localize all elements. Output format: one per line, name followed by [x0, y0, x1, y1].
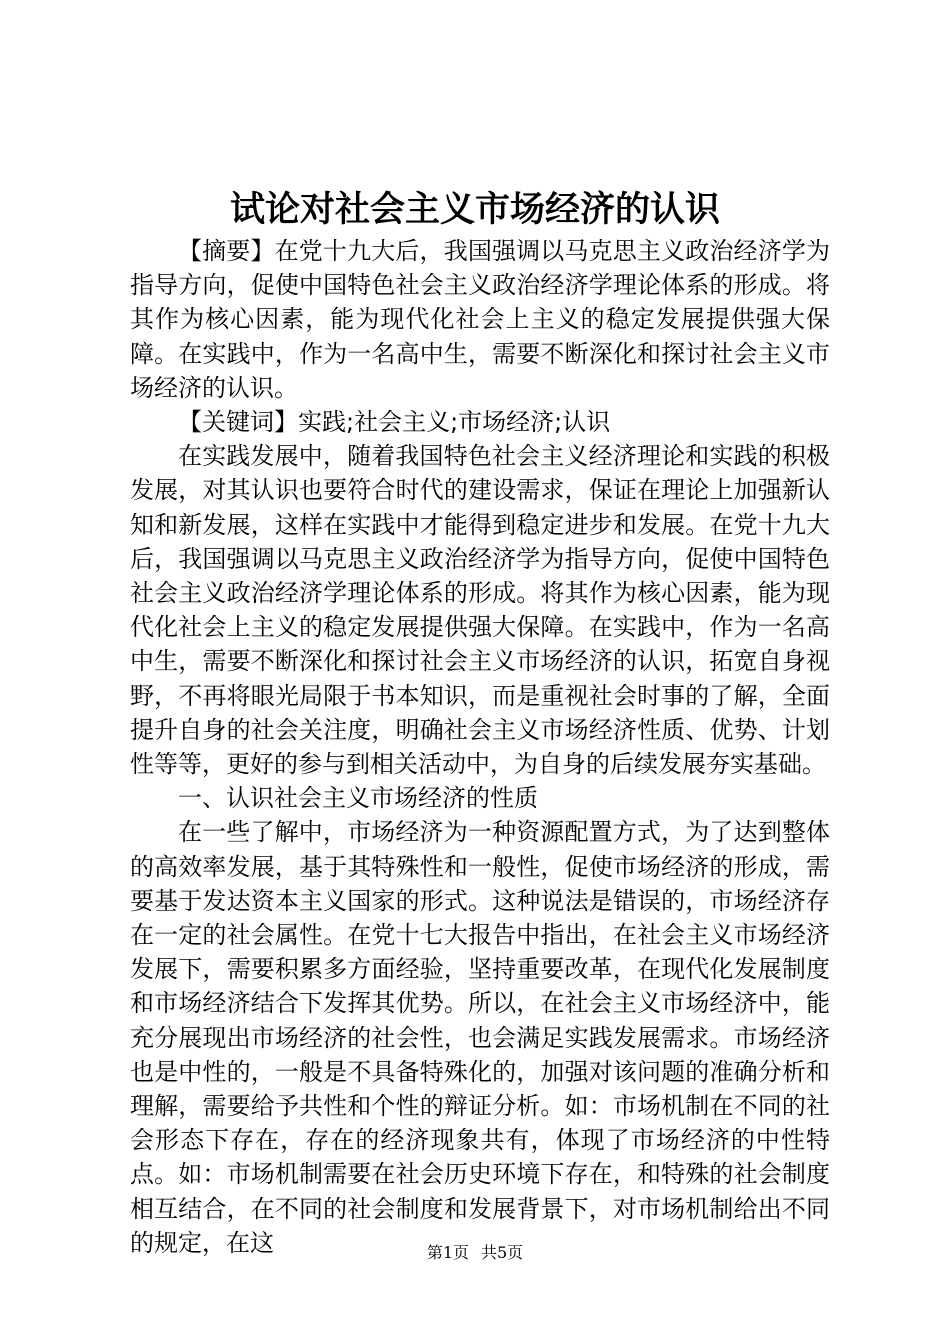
page-total: 共5页 [481, 1243, 524, 1262]
page-footer [0, 1242, 950, 1264]
section-heading: 一、认识社会主义市场经济的性质 [178, 784, 538, 813]
keywords-paragraph: 【关键词】实践;社会主义;市场经济;认识 [178, 408, 611, 437]
page-number: 第1页 [426, 1243, 469, 1262]
document-title: 试论对社会主义市场经济的认识 [229, 189, 720, 230]
document-body [130, 234, 830, 1260]
abstract-paragraph: 【摘要】在党十九大后，我国强调以马克思主义政治经济学为指导方向，促使中国特色社会主义政治经济学理论体系的形成。将其作为核心因素，能为现代化社会上主义的稳定发展提供强大保障。在实践中，作为一名高中生，需要不断深化和探讨社会主义市场经济的认识。 [130, 237, 830, 402]
section-paragraph: 在一些了解中，市场经济为一种资源配置方式，为了达到整体的高效率发展，基于其特殊性和一般性，促使市场经济的形成，需要基于发达资本主义国家的形式。这种说法是错误的，市场经济存在一定的社会属性。在党十七大报告中指出，在社会主义市场经济发展下，需要积累多方面经验，坚持重要改革，在现代化发展制度和市场经济结合下发挥其优势。所以，在社会主义市场经济中，能充分展现出市场经济的社会性，也会满足实践发展需求。市场经济也是中性的，一般是不具备特殊化的，加强对该问题的准确分析和理解，需要给予共性和个性的辩证分析。如：市场机制在不同的社会形态下存在，存在的经济现象共有，体现了市场经济的中性特点。如：市场机制需要在社会历史环境下存在，和特殊的社会制度相互结合，在不同的社会制度和发展背景下，对市场机制给出不同的规定，在这 [130, 818, 830, 1257]
intro-paragraph: 在实践发展中，随着我国特色社会主义经济理论和实践的积极发展，对其认识也要符合时代的建设需求，保证在理论上加强新认知和新发展，这样在实践中才能得到稳定进步和发展。在党十九大后，我国强调以马克思主义政治经济学为指导方向，促使中国特色社会主义政治经济学理论体系的形成。将其作为核心因素，能为现代化社会上主义的稳定发展提供强大保障。在实践中，作为一名高中生，需要不断深化和探讨社会主义市场经济的认识，拓宽自身视野，不再将眼光局限于书本知识，而是重视社会时事的了解，全面提升自身的社会关注度，明确社会主义市场经济性质、优势、计划性等等，更好的参与到相关活动中，为自身的后续发展夯实基础。 [130, 442, 830, 779]
